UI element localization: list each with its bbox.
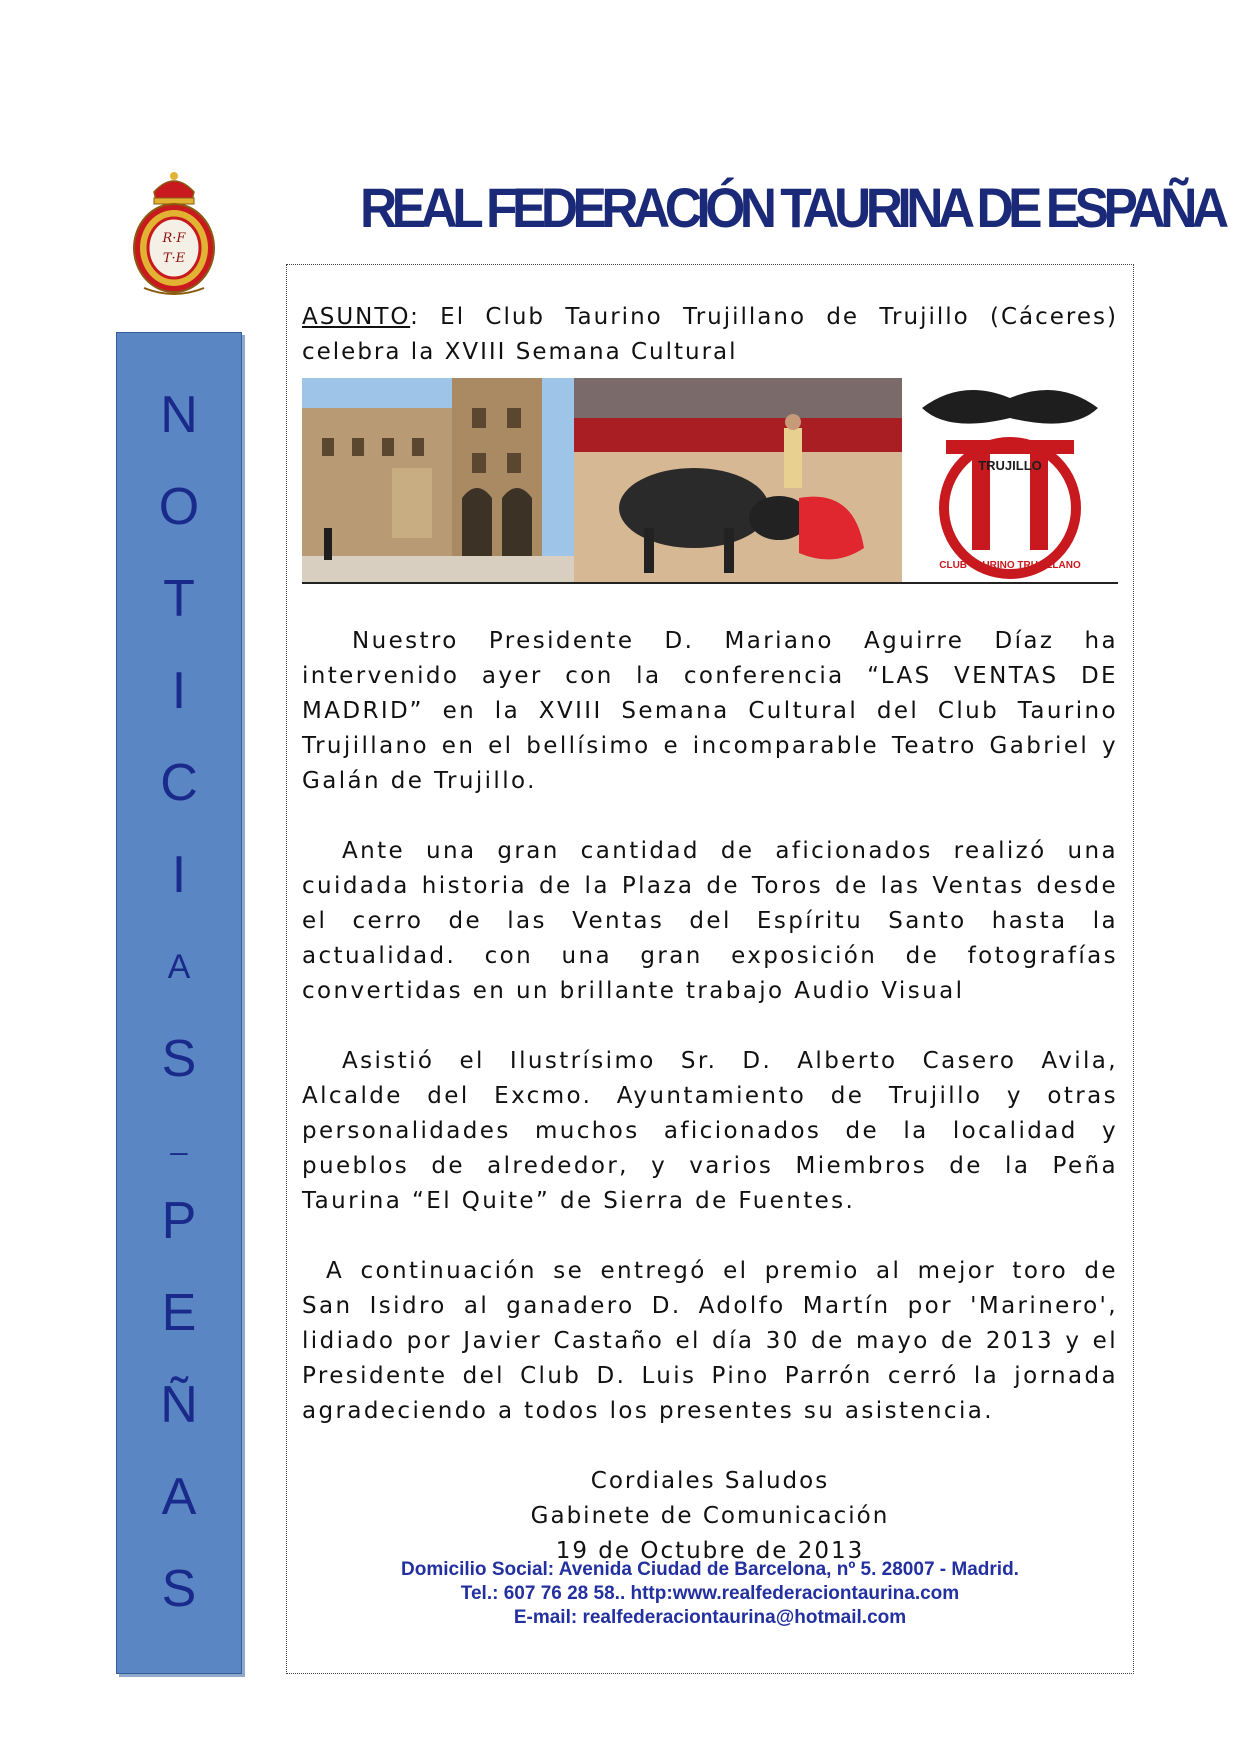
paragraph-attendees: Asistió el Ilustrísimo Sr. D. Alberto Casero Avila, Alcalde del Excmo. Ayuntamiento de Trujillo y otras personalidades muchos aficionados de la localidad y pueblos de alrededor, y varios Miembros de la Peña Taurina “El Quite” de Sierra de Fuentes.: [302, 1048, 1118, 1214]
closing-block: [302, 1464, 1118, 1569]
sidebar-letter: N: [160, 386, 198, 444]
club-taurino-trujillano-logo: [902, 378, 1118, 582]
logo-label-ring: CLUB TAURINO TRUJILLANO: [939, 560, 1081, 571]
subject-label: ASUNTO: [302, 304, 411, 330]
paragraph-conference: Nuestro Presidente D. Mariano Aguirre Díaz ha intervenido ayer con la conferencia “LAS VENTAS DE MADRID” en la XVIII Semana Cultural del Club Taurino Trujillano en el bellísimo e incomparable Teatro Gabriel y Galán de Trujillo.: [302, 628, 1118, 794]
subject-line: [302, 300, 1118, 370]
crest-monogram-top: R·F: [162, 231, 186, 246]
sidebar-letter: A: [167, 948, 191, 986]
bullfight-photo: [574, 378, 902, 582]
logo-label-top: TRUJILLO: [978, 458, 1042, 473]
sidebar-letter: I: [171, 846, 187, 904]
sidebar-letter: P: [161, 1192, 197, 1250]
sidebar-letter: I: [171, 662, 187, 720]
contact-footer: [302, 1558, 1118, 1630]
sidebar-letter: Ñ: [160, 1376, 198, 1434]
sidebar-letter: C: [160, 754, 198, 812]
closing-greeting: Cordiales Saludos: [590, 1468, 830, 1494]
sidebar-letter: O: [158, 478, 200, 536]
sidebar-letter: S: [161, 1030, 197, 1088]
palace-building-photo: [302, 378, 574, 582]
photo-strip: [302, 378, 1118, 584]
sidebar-letter: T: [163, 570, 195, 628]
organization-title: REAL FEDERACIÓN TAURINA DE ESPAÑA: [360, 176, 1224, 239]
sidebar-letter: _: [170, 1123, 188, 1156]
subject-text: : El Club Taurino Trujillano de Trujillo (Cáceres) celebra la XVIII Semana Cultural: [302, 304, 1118, 365]
footer-address: Domicilio Social: Avenida Ciudad de Barcelona, nº 5. 28007 - Madrid.: [401, 1559, 1019, 1580]
press-release-body: [302, 300, 1118, 1569]
coat-of-arms-logo: [124, 170, 224, 300]
sidebar-letter: E: [161, 1284, 197, 1342]
sidebar-letter: A: [161, 1468, 197, 1526]
paragraph-award: A continuación se entregó el premio al mejor toro de San Isidro al ganadero D. Adolfo Martín por 'Marinero', lidiado por Javier Castaño el día 30 de mayo de 2013 y el Presidente del Club D. Luis Pino Parrón cerró la jornada agradeciendo a todos los presentes su asistencia.: [302, 1258, 1118, 1424]
closing-office: Gabinete de Comunicación: [530, 1503, 890, 1529]
closing-date: 19 de Octubre de 2013: [555, 1538, 865, 1564]
footer-email[interactable]: E-mail: realfederaciontaurina@hotmail.com: [513, 1607, 907, 1628]
paragraph-history: Ante una gran cantidad de aficionados realizó una cuidada historia de la Plaza de Toros de las Ventas desde el cerro de las Ventas del Espíritu Santo hasta la actualidad. con una gran exposición de fotografías convertidas en un brillante trabajo Audio Visual: [302, 838, 1118, 1004]
noticias-penas-sidebar: [116, 332, 242, 1674]
footer-website[interactable]: Tel.: 607 76 28 58.. http:www.realfederaciontaurina.com: [460, 1583, 960, 1604]
sidebar-letter: S: [161, 1560, 197, 1618]
crest-monogram-bottom: T·E: [162, 251, 186, 266]
